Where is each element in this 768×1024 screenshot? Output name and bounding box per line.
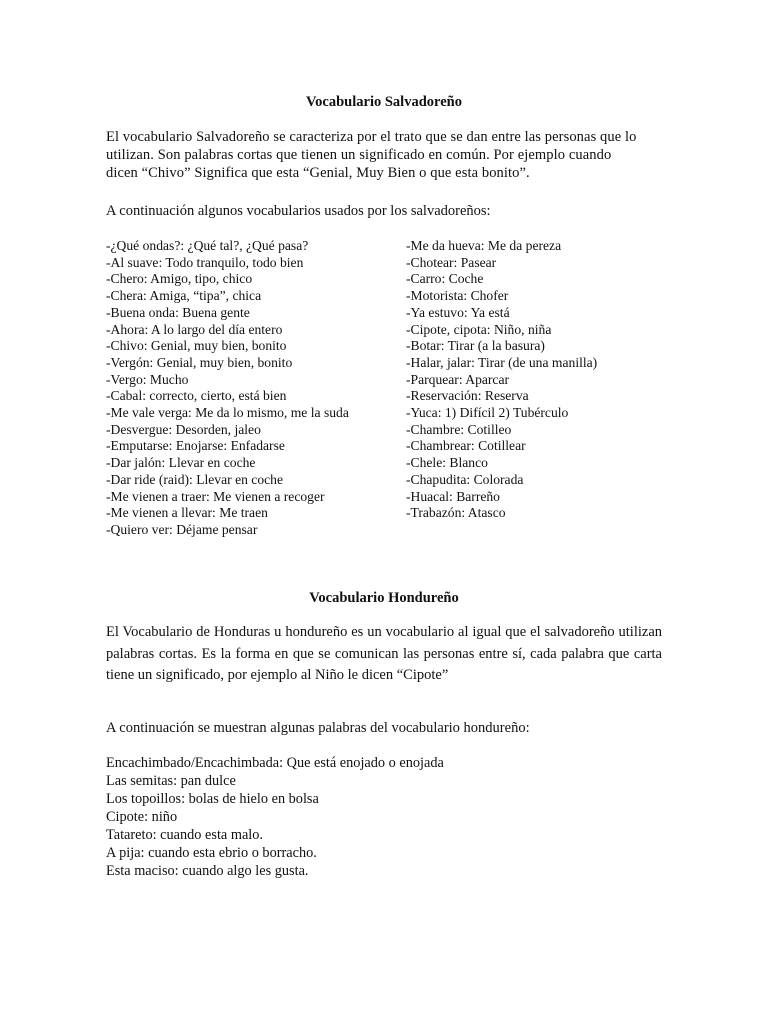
list-item: -Reservación: Reserva [406, 388, 529, 404]
list-item: -Parquear: Aparcar [406, 371, 510, 387]
list-item: -Ya estuvo: Ya está [406, 304, 510, 320]
list-item: -Chapudita: Colorada [406, 471, 524, 487]
list-item: -Quiero ver: Déjame pensar [106, 521, 258, 537]
list-item: -Chambre: Cotilleo [406, 421, 512, 437]
list-item: Encachimbado/Encachimbada: Que está enojado o enojada [106, 755, 444, 771]
list-item: -Cipote, cipota: Niño, niña [406, 321, 552, 337]
salvadoreno-title: Vocabulario Salvadoreño [306, 94, 462, 110]
list-item: -Chero: Amigo, tipo, chico [106, 271, 253, 287]
hondureno-lead: A continuación se muestran algunas palabras del vocabulario hondureño: [106, 720, 530, 736]
list-item: A pija: cuando esta ebrio o borracho. [106, 845, 317, 861]
list-item: -Vergo: Mucho [106, 371, 189, 387]
salvadoreno-list-right [406, 238, 666, 522]
list-item: -Me vale verga: Me da lo mismo, me la suda [106, 405, 349, 421]
list-item: -Me da hueva: Me da pereza [406, 238, 562, 253]
list-item: -Me vienen a traer: Me vienen a recoger [106, 488, 325, 504]
list-item: -Motorista: Chofer [406, 288, 509, 304]
list-item: Las semitas: pan dulce [106, 773, 236, 789]
list-item: -Yuca: 1) Difícil 2) Tubérculo [406, 405, 569, 421]
list-item: -Ahora: A lo largo del día entero [106, 321, 283, 337]
list-item: Los topoillos: bolas de hielo en bolsa [106, 791, 319, 807]
list-item: -Desvergue: Desorden, jaleo [106, 421, 261, 437]
list-item: -¿Qué ondas?: ¿Qué tal?, ¿Qué pasa? [106, 238, 309, 253]
list-item: Tatareto: cuando esta malo. [106, 827, 263, 843]
list-item: -Huacal: Barreño [406, 488, 500, 504]
list-item: -Dar jalón: Llevar en coche [106, 455, 256, 471]
salvadoreno-lead: A continuación algunos vocabularios usados por los salvadoreños: [106, 203, 491, 219]
list-item: -Al suave: Todo tranquilo, todo bien [106, 254, 304, 270]
list-item: -Chambrear: Cotillear [406, 438, 526, 454]
list-item: -Cabal: correcto, cierto, está bien [106, 388, 287, 404]
salvadoreno-intro: El vocabulario Salvadoreño se caracteriza por el trato que se dan entre las personas que lo utilizan. Son palabras cortas que tienen un significado en común. Por ejemplo cuando dicen “Chivo” Significa que esta “Genial, Muy Bien o que esta bonito”. [106, 129, 637, 181]
list-item: Esta maciso: cuando algo les gusta. [106, 863, 309, 879]
document-page [106, 0, 662, 1024]
hondureno-title: Vocabulario Hondureño [309, 590, 459, 606]
list-item: -Dar ride (raid): Llevar en coche [106, 471, 283, 487]
salvadoreno-list-left [106, 238, 406, 539]
list-item: -Carro: Coche [406, 271, 484, 287]
hondureno-intro: El Vocabulario de Honduras u hondureño es un vocabulario al igual que el salvadoreño utilizan palabras cortas. Es la forma en que se comunican las personas entre sí, cada palabra que carta tiene un significado, por ejemplo al Niño le dicen “Cipote” [106, 624, 662, 683]
hondureno-list [106, 754, 444, 880]
list-item: -Emputarse: Enojarse: Enfadarse [106, 438, 285, 454]
list-item: -Vergón: Genial, muy bien, bonito [106, 354, 293, 370]
list-item: -Trabazón: Atasco [406, 505, 506, 521]
list-item: -Botar: Tirar (a la basura) [406, 338, 545, 354]
list-item: -Chotear: Pasear [406, 254, 497, 270]
list-item: -Chera: Amiga, “tipa”, chica [106, 288, 262, 304]
list-item: -Halar, jalar: Tirar (de una manilla) [406, 354, 598, 370]
list-item: -Buena onda: Buena gente [106, 304, 250, 320]
list-item: -Me vienen a llevar: Me traen [106, 505, 268, 521]
list-item: -Chele: Blanco [406, 455, 488, 471]
list-item: Cipote: niño [106, 809, 178, 825]
list-item: -Chivo: Genial, muy bien, bonito [106, 338, 287, 354]
